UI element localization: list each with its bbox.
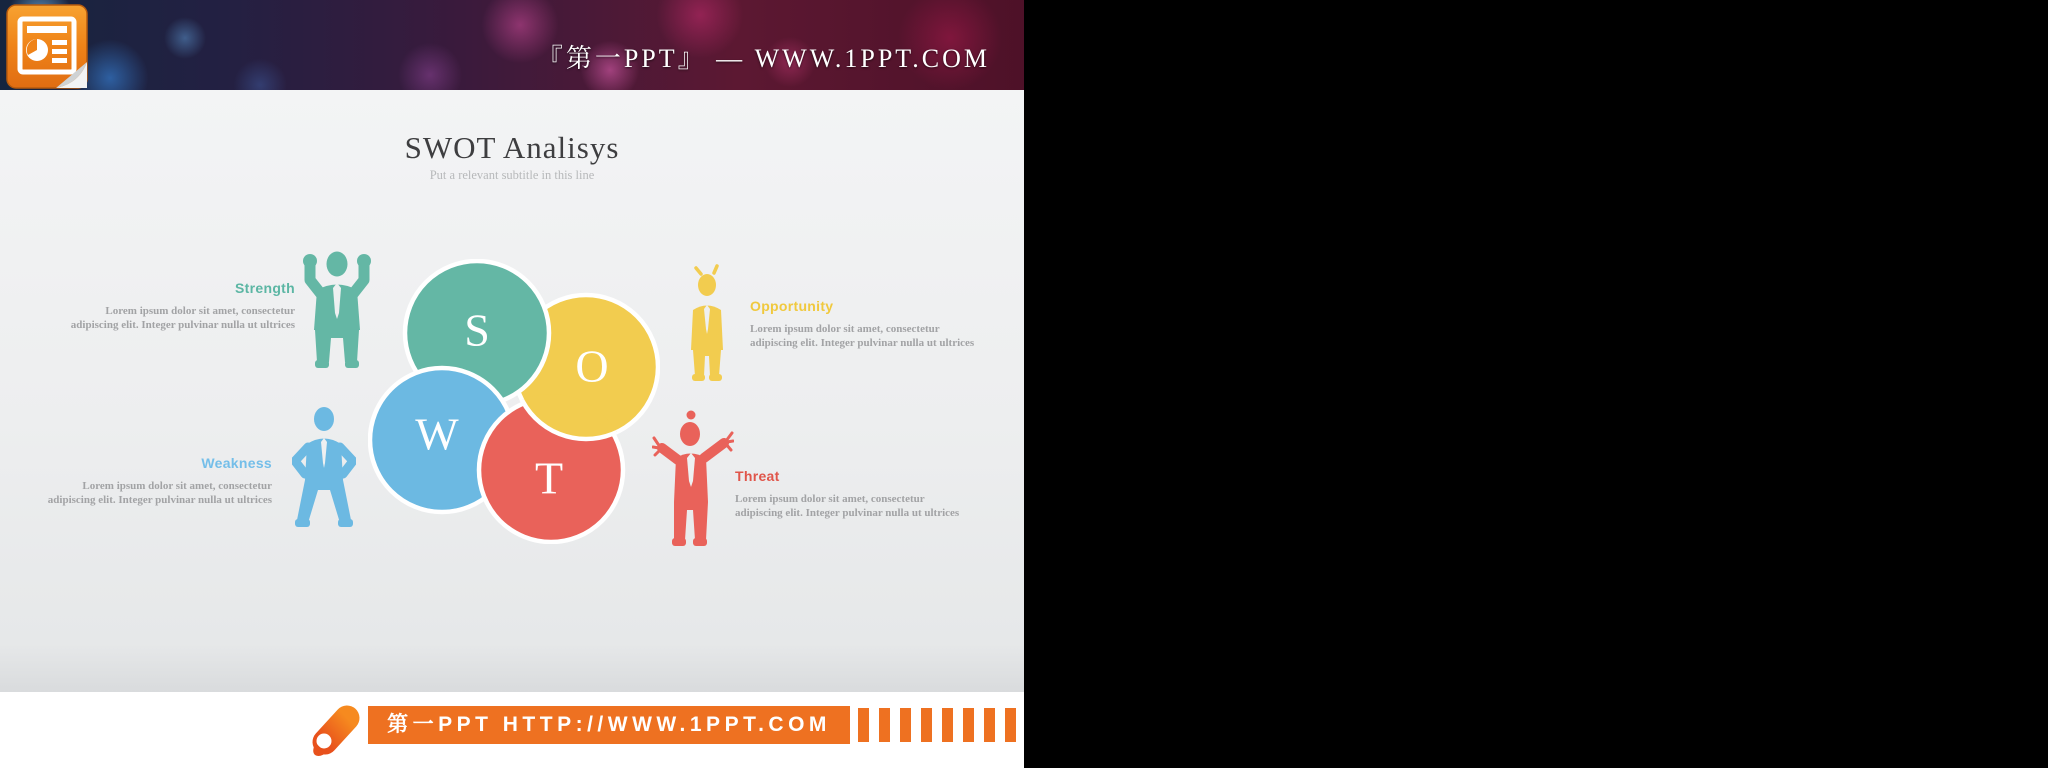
footer-bar	[921, 708, 932, 742]
opportunity-standing-man-icon	[684, 262, 732, 386]
opportunity-text-block	[750, 298, 985, 350]
swot-venn-diagram	[368, 259, 660, 544]
pencil-marker-icon	[303, 698, 365, 760]
slide-subtitle: Put a relevant subtitle in this line	[429, 168, 595, 182]
strength-label: Strength	[235, 280, 295, 296]
slide-canvas	[0, 90, 1024, 692]
letter-t: T	[534, 452, 564, 504]
brand-text: 『第一PPT』 — WWW.1PPT.COM	[536, 44, 990, 73]
footer-url-banner: 第一PPT HTTP://WWW.1PPT.COM	[368, 706, 850, 744]
footer-bars-decoration	[858, 708, 1024, 742]
letter-s: S	[464, 304, 490, 356]
footer-bar	[1005, 708, 1016, 742]
strength-body: Lorem ipsum dolor sit amet, consectetur adipiscing elit. Integer pulvinar nulla ut ultrices	[70, 305, 295, 331]
threat-arms-spread-man-icon	[652, 408, 734, 554]
opportunity-body: Lorem ipsum dolor sit amet, consectetur adipiscing elit. Integer pulvinar nulla ut ultrices	[750, 323, 975, 349]
letter-o: O	[575, 340, 609, 392]
weakness-body: Lorem ipsum dolor sit amet, consectetur adipiscing elit. Integer pulvinar nulla ut ultrices	[47, 480, 272, 506]
footer-bar	[963, 708, 974, 742]
footer-bar	[0, 692, 1024, 768]
weakness-label: Weakness	[201, 455, 272, 471]
footer-bar	[984, 708, 995, 742]
letter-w: W	[415, 408, 459, 460]
footer-bar	[900, 708, 911, 742]
footer-bar	[942, 708, 953, 742]
threat-label: Threat	[735, 468, 780, 484]
header-bokeh-banner	[0, 0, 1024, 90]
footer-bar	[858, 708, 869, 742]
powerpoint-logo-icon	[6, 4, 88, 90]
weakness-hands-on-hips-man-icon	[292, 406, 356, 538]
strength-flexing-man-icon	[300, 248, 374, 370]
threat-text-block	[735, 468, 970, 520]
threat-body: Lorem ipsum dolor sit amet, consectetur adipiscing elit. Integer pulvinar nulla ut ultrices	[735, 493, 960, 519]
strength-text-block	[70, 280, 295, 332]
weakness-text-block	[47, 455, 272, 507]
opportunity-label: Opportunity	[750, 298, 834, 314]
footer-bar	[879, 708, 890, 742]
slide-title: SWOT Analisys	[404, 130, 620, 165]
